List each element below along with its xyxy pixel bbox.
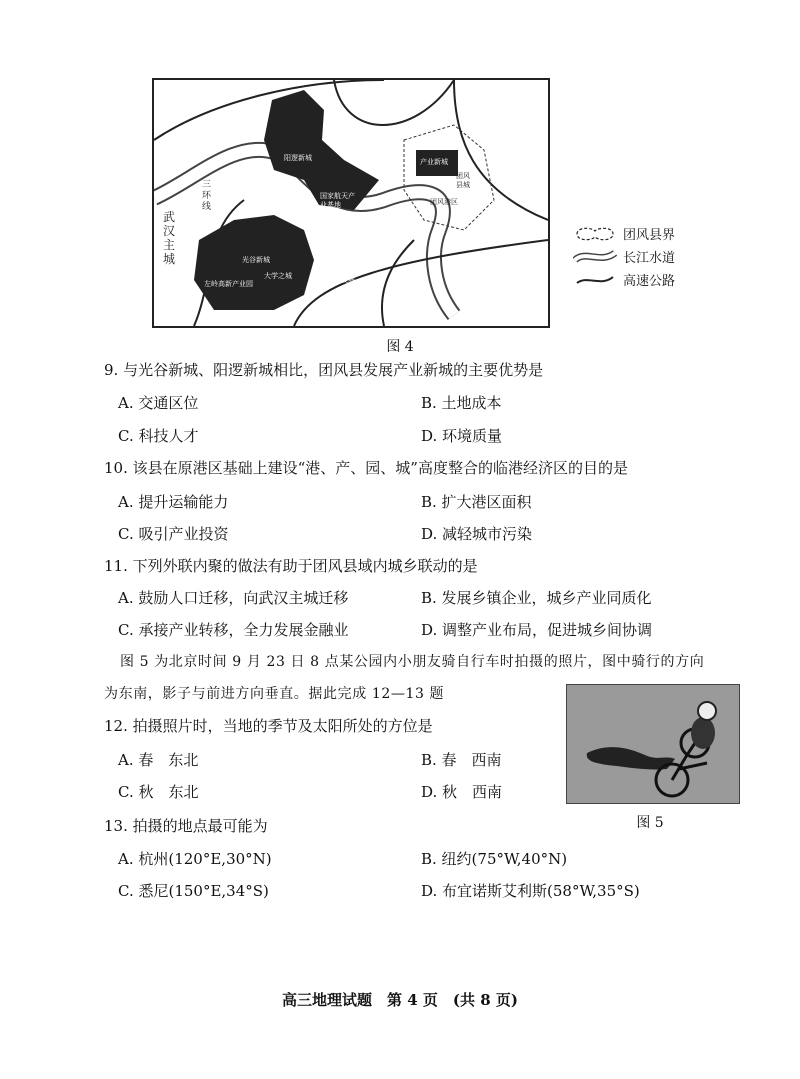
figure5-photo xyxy=(566,684,740,804)
figure4-map xyxy=(152,78,550,328)
question-option: C. 悉尼(150°E,34°S) xyxy=(118,882,269,900)
rider-helmet xyxy=(698,702,716,720)
question-option: B. 土地成本 xyxy=(421,394,502,412)
question-stem: 10. 该县在原港区基础上建设“港、产、园、城”高度整合的临港经济区的目的是 xyxy=(104,459,628,477)
question-stem: 9. 与光谷新城、阳逻新城相比，团风县发展产业新城的主要优势是 xyxy=(104,361,544,379)
question-option: C. 秋 东北 xyxy=(118,783,199,801)
question-option: D. 秋 西南 xyxy=(421,783,503,801)
question-option: A. 杭州(120°E,30°N) xyxy=(118,850,272,868)
question-option: D. 调整产业布局，促进城乡间协调 xyxy=(421,621,653,639)
label-tuanfeng: 团风县城 xyxy=(456,172,470,189)
figure4-caption: 图 4 xyxy=(386,339,414,355)
label-park4: 左岭高新产业园 xyxy=(204,280,253,288)
legend-label: 长江水道 xyxy=(623,251,676,266)
label-chanye: 产业新城 xyxy=(420,158,448,166)
label-wuhan-main: 武汉主城 xyxy=(162,210,175,266)
question-option: C. 承接产业转移，全力发展金融业 xyxy=(118,621,349,639)
label-park1: 光谷生物产业园 xyxy=(318,260,367,268)
label-park3: 未来科技城 xyxy=(320,276,355,284)
question-option: C. 科技人才 xyxy=(118,427,199,445)
question-option: D. 减轻城市污染 xyxy=(421,525,533,543)
question-option: A. 提升运输能力 xyxy=(118,493,229,511)
page-footer: 高三地理试题 第 4 页 (共 8 页) xyxy=(282,991,518,1009)
question-option: D. 环境质量 xyxy=(421,427,503,445)
label-guanggu: 光谷新城 xyxy=(242,256,270,264)
map-legend xyxy=(573,222,675,291)
question-option: D. 布宜诺斯艾利斯(58°W,35°S) xyxy=(421,882,640,900)
legend-label: 团风县界 xyxy=(623,228,676,243)
question-option: B. 纽约(75°W,40°N) xyxy=(421,850,568,868)
label-guoji: 国家航天产业基地 xyxy=(320,192,355,209)
question-stem: 13. 拍摄的地点最可能为 xyxy=(104,817,268,835)
question-option: B. 发展乡镇企业，城乡产业同质化 xyxy=(421,589,652,607)
question-option: B. 春 西南 xyxy=(421,751,502,769)
question-option: B. 扩大港区面积 xyxy=(421,493,532,511)
label-yangluo: 阳逻新城 xyxy=(284,154,312,162)
legend-label: 高速公路 xyxy=(623,274,676,289)
legend-row xyxy=(573,222,675,245)
legend-row xyxy=(573,245,675,268)
river-icon xyxy=(573,248,617,266)
label-third-ring: 三环线 xyxy=(202,180,212,212)
legend-row xyxy=(573,268,675,291)
intro-line2: 为东南，影子与前进方向垂直。据此完成 12—13 题 xyxy=(104,686,445,702)
question-option: A. 春 东北 xyxy=(118,751,199,769)
question-option: A. 鼓励人口迁移，向武汉主城迁移 xyxy=(118,589,349,607)
label-park2: 大学之城 xyxy=(264,272,292,280)
label-port: 团风港区 xyxy=(430,198,458,206)
cyclist-photo-graphic xyxy=(567,685,739,803)
intro-line1: 图 5 为北京时间 9 月 23 日 8 点某公园内小朋友骑自行车时拍摄的照片，图中骑行的方向 xyxy=(120,654,705,670)
question-option: A. 交通区位 xyxy=(118,394,199,412)
rider-body xyxy=(691,717,715,749)
question-stem: 11. 下列外联内聚的做法有助于团风县域内城乡联动的是 xyxy=(104,557,478,575)
figure5-caption: 图 5 xyxy=(636,815,664,831)
highway-icon xyxy=(573,271,617,289)
question-stem: 12. 拍摄照片时，当地的季节及太阳所处的方位是 xyxy=(104,717,433,735)
question-option: C. 吸引产业投资 xyxy=(118,525,229,543)
county-boundary-icon xyxy=(573,225,617,243)
